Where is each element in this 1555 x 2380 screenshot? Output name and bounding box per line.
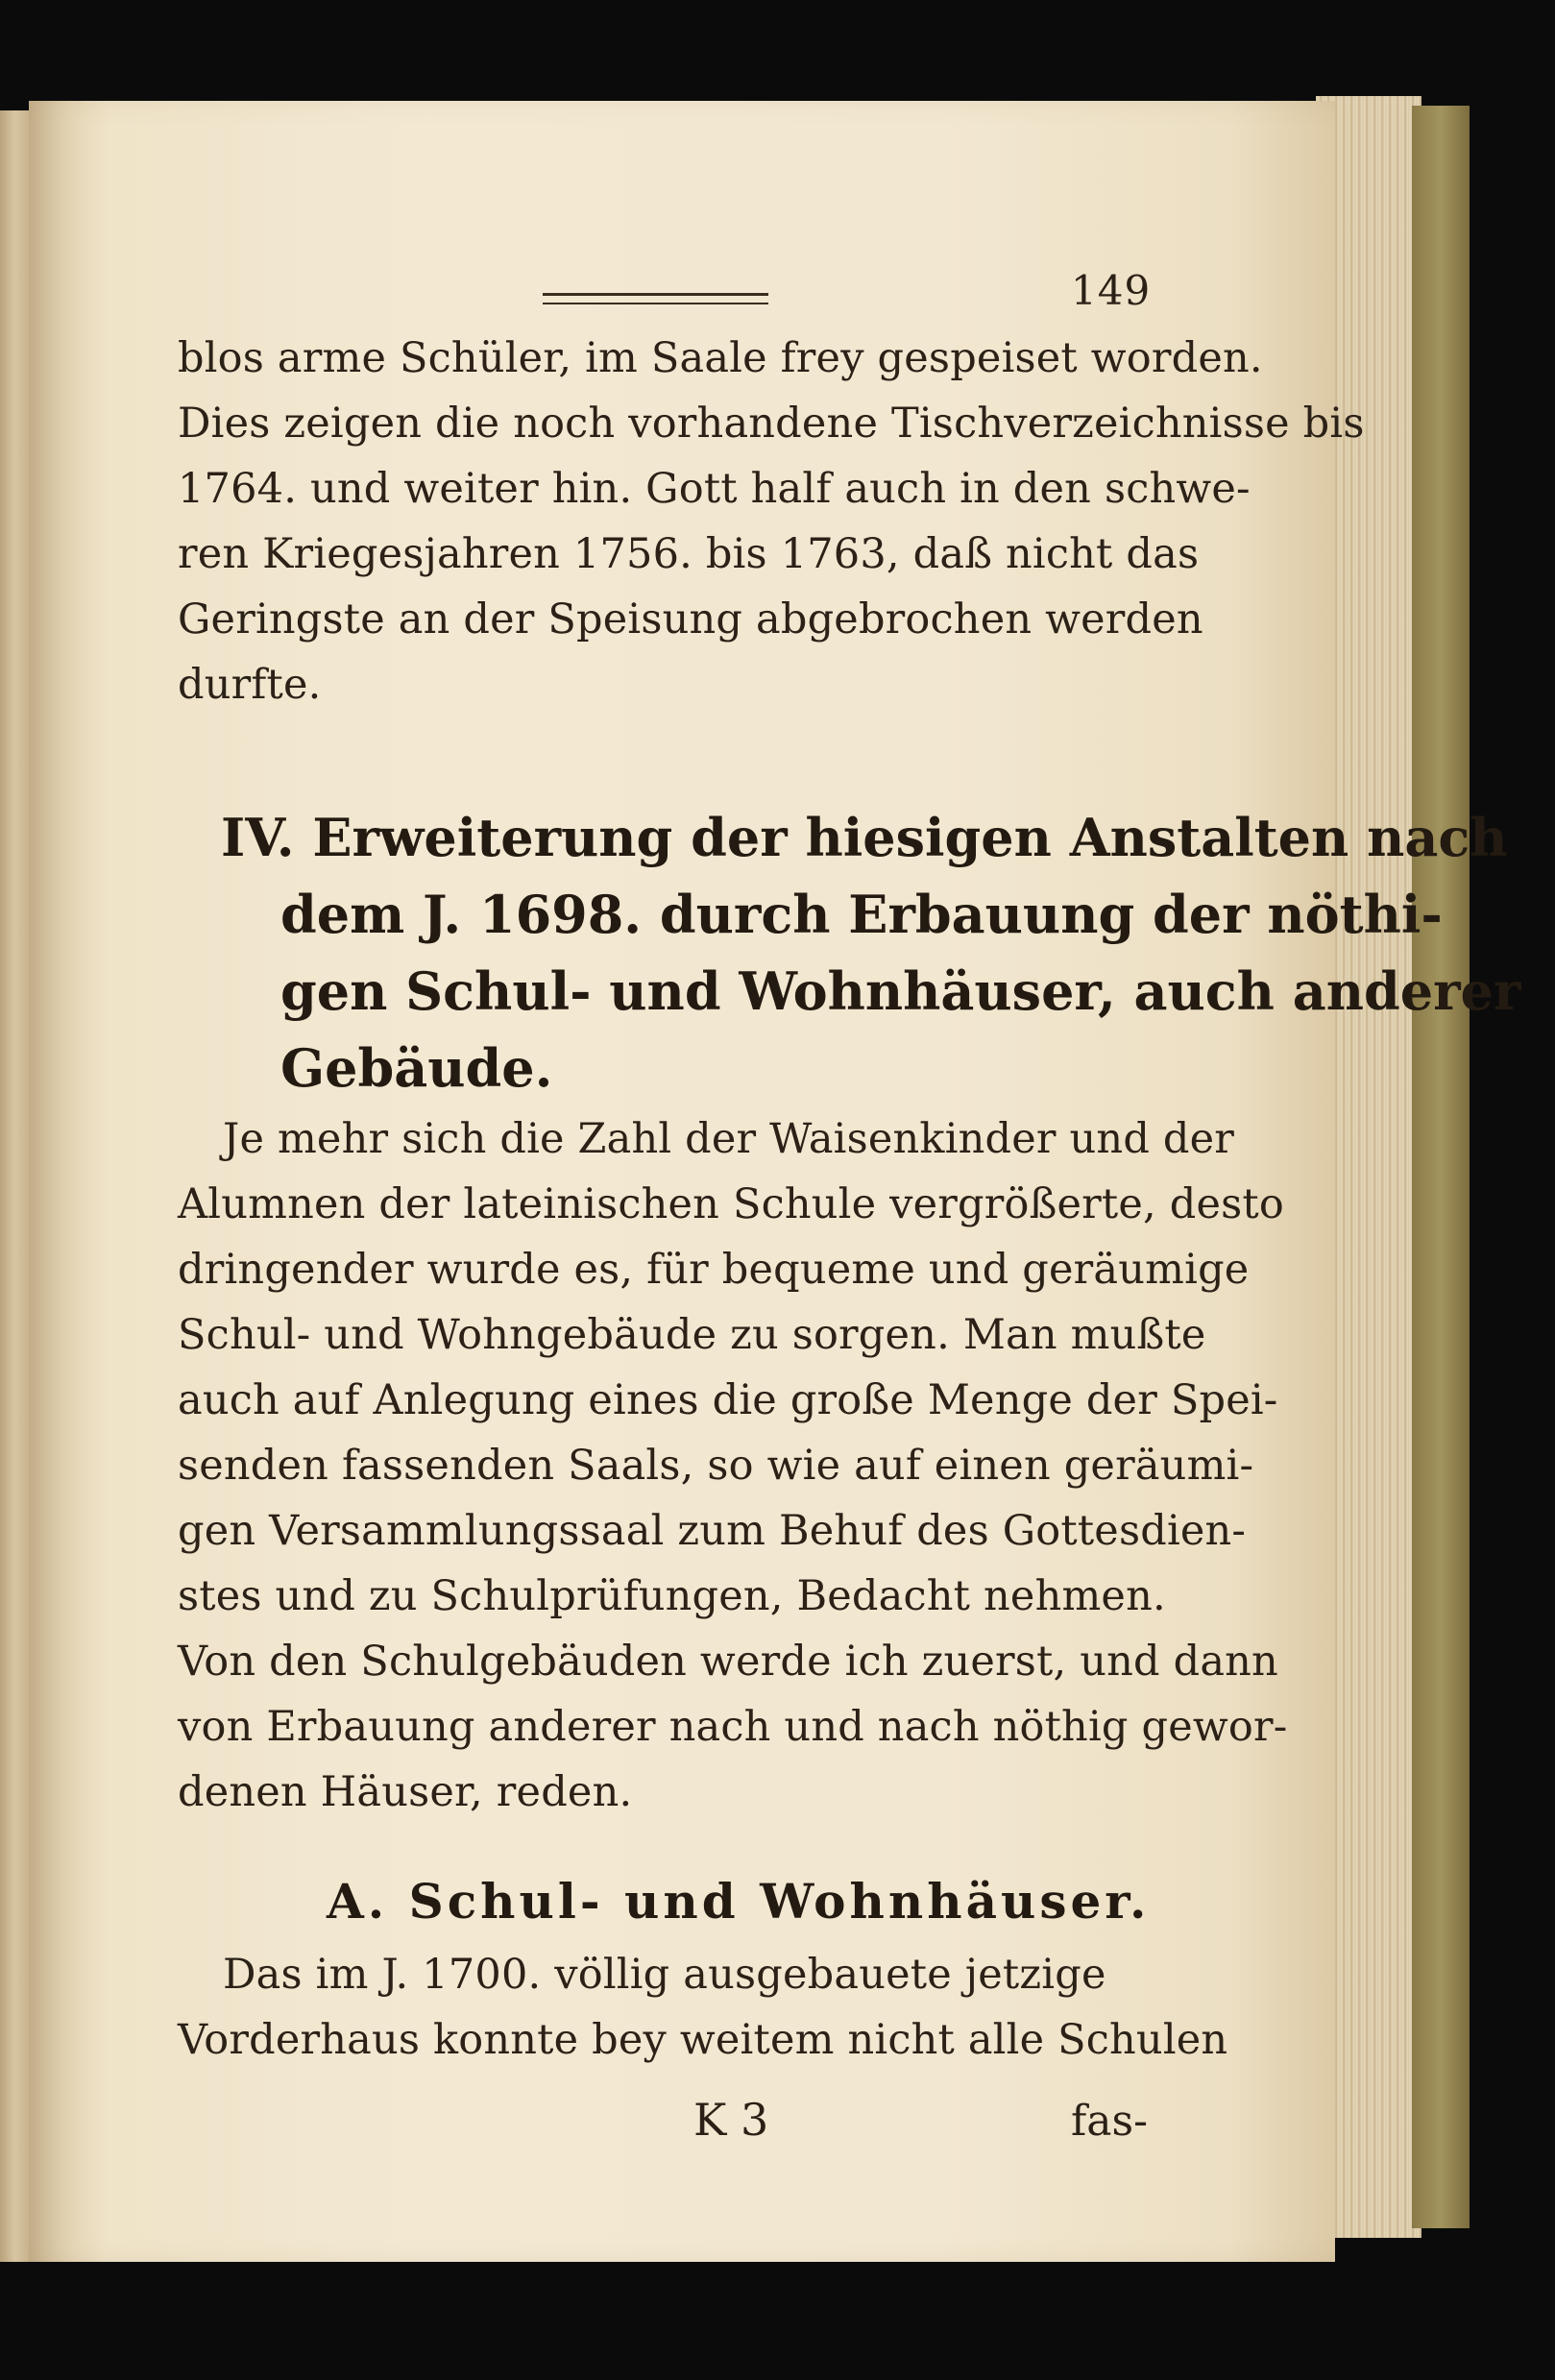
text-line: Vorderhaus konnte bey weitem nicht alle Schulen [178,2016,1228,2064]
book-cover-edge [1412,106,1470,2228]
text-line: 1764. und weiter hin. Gott half auch in den schwe- [178,465,1251,513]
section-heading-line: Gebäude. [280,1037,553,1099]
section-heading-line: IV. Erweiterung der hiesigen Anstalten nach [221,807,1508,868]
text-line: Schul- und Wohngebäude zu sorgen. Man mußte [178,1311,1206,1359]
text-line: Alumnen der lateinischen Schule vergrößerte, desto [178,1180,1284,1228]
text-line: senden fassenden Saals, so wie auf einen geräumi- [178,1442,1254,1490]
text-line: durfte. [178,661,322,709]
page-number: 149 [1071,267,1152,314]
facing-page-edge [0,110,33,2262]
section-heading-line: dem J. 1698. durch Erbauung der nöthi- [280,884,1443,945]
text-line: gen Versammlungssaal zum Behuf des Gottesdien- [178,1507,1247,1555]
header-rule [543,293,768,304]
text-line: von Erbauung anderer nach und nach nöthig gewor- [178,1703,1288,1751]
text-line: blos arme Schüler, im Saale frey gespeiset worden. [178,334,1263,382]
section-heading-line: gen Schul- und Wohnhäuser, auch anderer [280,960,1521,1022]
catchword: fas- [1071,2097,1148,2146]
text-line: denen Häuser, reden. [178,1768,633,1816]
text-line: Geringste an der Speisung abgebrochen werden [178,595,1203,644]
text-line: auch auf Anlegung eines die große Menge der Spei- [178,1376,1278,1424]
text-line: Das im J. 1700. völlig ausgebauete jetzige [223,1951,1106,1999]
signature-mark: K 3 [693,2094,769,2146]
text-line: stes und zu Schulprüfungen, Bedacht nehmen. [178,1572,1166,1620]
text-line: dringender wurde es, für bequeme und geräumige [178,1246,1250,1294]
text-line: Dies zeigen die noch vorhandene Tischverzeichnisse bis [178,400,1365,448]
text-line: ren Kriegesjahren 1756. bis 1763, daß nicht das [178,530,1200,578]
subsection-heading: A. Schul- und Wohnhäuser. [327,1873,1151,1930]
text-line: Je mehr sich die Zahl der Waisenkinder und der [223,1115,1235,1163]
text-line: Von den Schulgebäuden werde ich zuerst, und dann [178,1638,1278,1686]
